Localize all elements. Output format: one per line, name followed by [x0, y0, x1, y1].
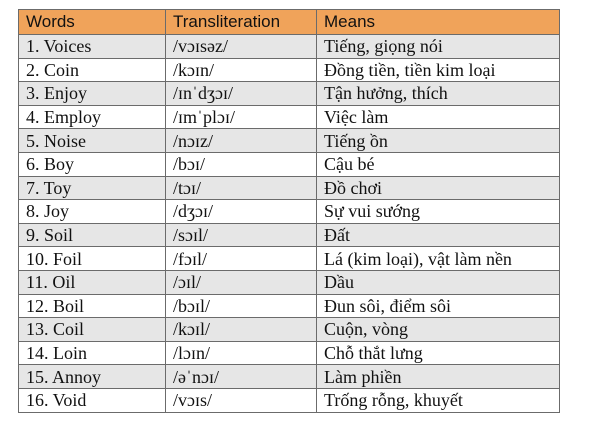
meaning-cell: Tiếng, giọng nói	[317, 35, 560, 59]
transliteration-cell: /bɔɪ/	[166, 152, 317, 176]
transliteration-cell: /kɔɪl/	[166, 318, 317, 342]
meaning-cell: Đất	[317, 223, 560, 247]
transliteration-cell: /kɔɪn/	[166, 58, 317, 82]
table-row	[19, 200, 560, 224]
table-row	[19, 270, 560, 294]
table-row	[19, 223, 560, 247]
transliteration-cell: /sɔɪl/	[166, 223, 317, 247]
meaning-cell: Dầu	[317, 270, 560, 294]
meaning-cell: Cậu bé	[317, 152, 560, 176]
word-cell: 14. Loin	[19, 341, 166, 365]
vocabulary-table	[18, 9, 560, 413]
table-row	[19, 58, 560, 82]
transliteration-cell: /əˈnɔɪ/	[166, 365, 317, 389]
table-row	[19, 176, 560, 200]
word-cell: 11. Oil	[19, 270, 166, 294]
transliteration-cell: /ɔɪl/	[166, 270, 317, 294]
word-cell: 9. Soil	[19, 223, 166, 247]
word-cell: 1. Voices	[19, 35, 166, 59]
transliteration-cell: /tɔɪ/	[166, 176, 317, 200]
meaning-cell: Tiếng ồn	[317, 129, 560, 153]
word-cell: 3. Enjoy	[19, 82, 166, 106]
header-row	[19, 10, 560, 35]
table-row	[19, 365, 560, 389]
table-row	[19, 318, 560, 342]
meaning-cell: Chỗ thắt lưng	[317, 341, 560, 365]
header-transliteration: Transliteration	[166, 10, 317, 35]
transliteration-cell: /fɔɪl/	[166, 247, 317, 271]
table-row	[19, 247, 560, 271]
transliteration-cell: /dʒɔɪ/	[166, 200, 317, 224]
table-body	[19, 35, 560, 413]
word-cell: 2. Coin	[19, 58, 166, 82]
word-cell: 8. Joy	[19, 200, 166, 224]
transliteration-cell: /vɔɪsəz/	[166, 35, 317, 59]
table-row	[19, 129, 560, 153]
word-cell: 10. Foil	[19, 247, 166, 271]
header-words: Words	[19, 10, 166, 35]
word-cell: 15. Annoy	[19, 365, 166, 389]
header-means: Means	[317, 10, 560, 35]
table-row	[19, 152, 560, 176]
transliteration-cell: /bɔɪl/	[166, 294, 317, 318]
meaning-cell: Sự vui sướng	[317, 200, 560, 224]
word-cell: 5. Noise	[19, 129, 166, 153]
meaning-cell: Đồ chơi	[317, 176, 560, 200]
table-row	[19, 388, 560, 412]
meaning-cell: Tận hưởng, thích	[317, 82, 560, 106]
table-row	[19, 35, 560, 59]
meaning-cell: Trống rỗng, khuyết	[317, 388, 560, 412]
word-cell: 16. Void	[19, 388, 166, 412]
transliteration-cell: /nɔɪz/	[166, 129, 317, 153]
transliteration-cell: /lɔɪn/	[166, 341, 317, 365]
word-cell: 4. Employ	[19, 105, 166, 129]
table-row	[19, 294, 560, 318]
meaning-cell: Đun sôi, điểm sôi	[317, 294, 560, 318]
meaning-cell: Lá (kim loại), vật làm nền	[317, 247, 560, 271]
table-row	[19, 105, 560, 129]
word-cell: 12. Boil	[19, 294, 166, 318]
transliteration-cell: /ɪnˈdʒɔɪ/	[166, 82, 317, 106]
table-row	[19, 341, 560, 365]
transliteration-cell: /vɔɪs/	[166, 388, 317, 412]
word-cell: 13. Coil	[19, 318, 166, 342]
transliteration-cell: /ɪmˈplɔɪ/	[166, 105, 317, 129]
meaning-cell: Việc làm	[317, 105, 560, 129]
word-cell: 7. Toy	[19, 176, 166, 200]
meaning-cell: Làm phiền	[317, 365, 560, 389]
word-cell: 6. Boy	[19, 152, 166, 176]
table-header	[19, 10, 560, 35]
meaning-cell: Đồng tiền, tiền kim loại	[317, 58, 560, 82]
meaning-cell: Cuộn, vòng	[317, 318, 560, 342]
table-row	[19, 82, 560, 106]
